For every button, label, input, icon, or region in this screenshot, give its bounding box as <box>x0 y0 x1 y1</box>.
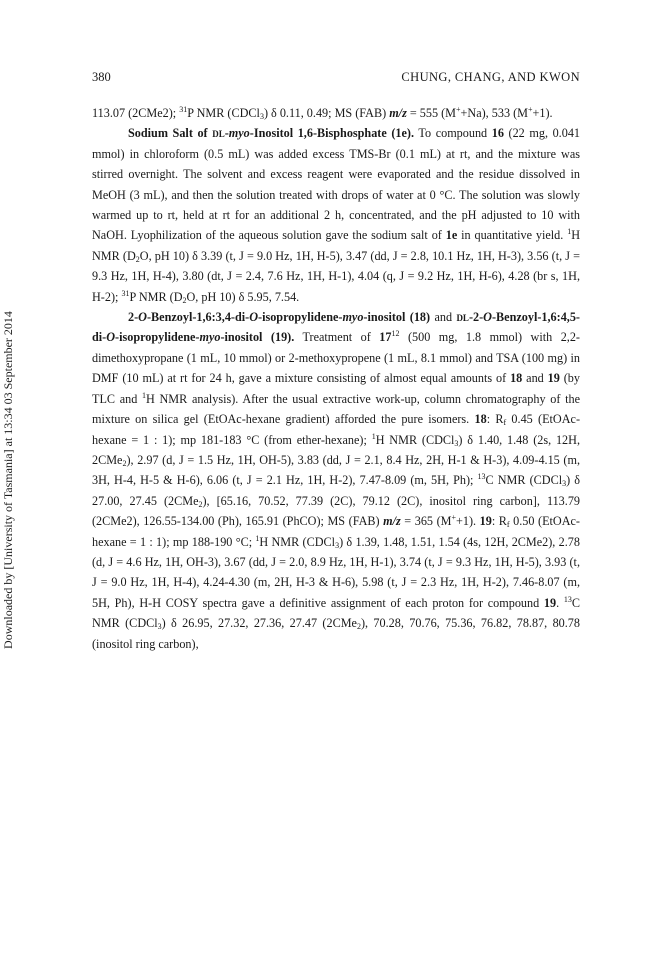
paragraph-compounds-18-19: 2-O-Benzoyl-1,6:3,4-di-O-isopropylidene-myo-inositol (18) and dl-2-O-Benzoyl-1,6:4,5-di-O-isopropylidene-myo-inositol (19). Treatment of $17^{12}$ (500 mg, 1.8 mmol) with 2,2-dimethoxypropane (1 mL, 10 mmol) or 2-methoxypropene (1 mL, 8.1 mmol) and TSA (100 mg) in DMF (10 mL) at rt for 24 h, gave a mixture consisting of almost equal amounts of 18 and 19 (by TLC and $^1$H NMR analysis). After the usual extractive work-up, column chromatography of the mixture on silica gel (EtOAc-hexane gradient) afforded the pure isomers. 18: $R_f$ 0.45 (EtOAc-hexane = 1 : 1); mp 181-183 °C (from ether-hexane); $^1$H NMR (CDCl$_3$) δ 1.40, 1.48 (2s, 12H, 2CMe$_2$), 2.97 (d, J = 1.5 Hz, 1H, OH-5), 3.83 (dd, J = 2.1, 8.4 Hz, 2H, H-1 & H-3), 4.09-4.15 (m, 3H, H-4, H-5 & H-6), 6.06 (t, J = 2.1 Hz, 1H, H-2), 7.47-8.09 (m, 5H, Ph); $^{13}$C NMR (CDCl$_3$) δ 27.00, 27.45 (2CMe$_2$), [65.16, 70.52, 77.39 (2C), 79.12 (2C), inositol ring carbon], 113.79 (2CMe2), 126.55-134.00 (Ph), 165.91 (PhCO); MS (FAB) m/z = 365 (M++1). 19: $R_f$ 0.50 (EtOAc-hexane = 1 : 1); mp 188-190 °C; $^1$H NMR (CDCl$_3$) δ 1.39, 1.48, 1.51, 1.54 (4s, 12H, 2CMe2), 2.78 (d, J = 4.6 Hz, 1H, OH-3), 3.67 (dd, J = 2.0, 8.9 Hz, 1H, H-1), 3.74 (t, J = 9.3 Hz, 1H, H-5), 3.93 (t, J = 9.0 Hz, 1H, H-4), 4.24-4.30 (m, 2H, H-3 & H-6), 5.98 (t, J = 2.3 Hz, 1H, H-2), 7.46-8.07 (m, 5H, Ph), H-H COSY spectra gave a definitive assignment of each proton for compound 19. $^{13}$C NMR (CDCl$_3$) δ 26.95, 27.32, 27.36, 27.47 (2CMe$_2$), 70.28, 70.76, 75.36, 76.82, 78.87, 80.78 (inositol ring carbon), <box>92 310 581 651</box>
author-running-head: CHUNG, CHANG, AND KWON <box>401 70 580 84</box>
paragraph-data-continuation: 113.07 (2CMe2); $^{31}$P NMR (CDCl$_3$) δ 0.11, 0.49; MS (FAB) m/z = 555 (M++Na), 533 (M++1). <box>92 105 553 121</box>
download-watermark: Downloaded by [University of Tasmania] at 13:34 03 September 2014 <box>1 311 15 649</box>
paragraph-compound-1e: Sodium Salt of dl-myo-Inositol 1,6-Bisphosphate (1e). To compound 16 (22 mg, 0.041 mmol) in chloroform (0.5 mL) was added excess TMS-Br (0.1 mL) at rt, and the mixture was stirred overnight. The solvent and excess reagent were evaporated and the residue dissolved in MeOH (3 mL), and then the solution treated with drops of water at 0 °C. The solution was slowly warmed up to rt, held at rt for an additional 2 h, concentrated, and the pH adjusted to 10 with NaOH. Lyophilization of the aqueous solution gave the sodium salt of 1e in quantitative yield. $^1$H NMR ($D_2O$, pH 10) δ 3.39 (t, J = 9.0 Hz, 1H, H-5), 3.47 (dd, J = 2.8, 10.1 Hz, 1H, H-3), 3.56 (t, J = 9.3 Hz, 1H, H-4), 3.80 (dt, J = 2.4, 7.6 Hz, 1H, H-1), 4.04 (q, J = 9.2 Hz, 1H, H-6), 4.28 (br s, 1H, H-2); $^{31}$P NMR ($D_2O$, pH 10) δ 5.95, 7.54. <box>92 126 581 305</box>
page-number: 380 <box>92 70 111 84</box>
article-body <box>92 103 580 654</box>
